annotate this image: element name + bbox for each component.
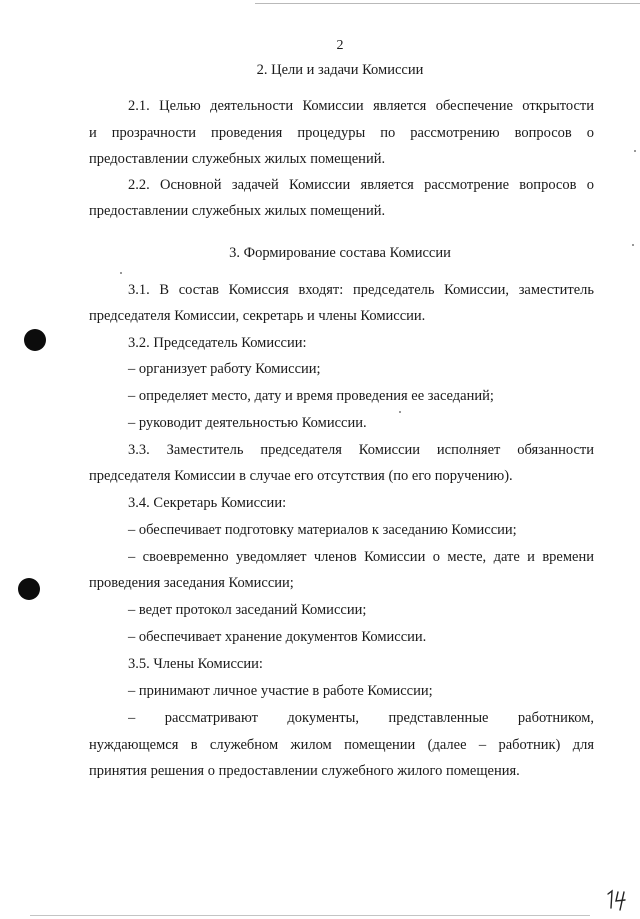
list-item: – руководит деятельностью Комиссии. [128, 415, 367, 431]
list-item: – рассматривают документы, представленные работником, [128, 710, 594, 726]
scan-speck [634, 150, 636, 152]
scan-speck [399, 411, 401, 413]
paragraph-2-1-line-2: и прозрачности проведения процедуры по рассмотрению вопросов о [89, 125, 594, 141]
binder-hole-bottom [18, 578, 40, 600]
section-2-heading: 2. Цели и задачи Комиссии [256, 62, 424, 78]
page-number: 2 [336, 38, 344, 53]
list-item: – обеспечивает подготовку материалов к заседанию Комиссии; [128, 522, 517, 538]
list-item-continuation: нуждающемся в служебном жилом помещении (далее – работник) для [89, 737, 594, 753]
paragraph-2-1-line-3: предоставлении служебных жилых помещений. [89, 151, 386, 167]
paragraph-3-3-line-1: 3.3. Заместитель председателя Комиссии исполняет обязанности [128, 442, 594, 458]
paragraph-3-2: 3.2. Председатель Комиссии: [128, 335, 307, 351]
list-item: – обеспечивает хранение документов Комиссии. [128, 629, 427, 645]
list-item-continuation: проведения заседания Комиссии; [89, 575, 294, 591]
paragraph-2-1-line-1: 2.1. Целью деятельности Комиссии является обеспечение открытости [128, 98, 594, 114]
list-item: – определяет место, дату и время проведения ее заседаний; [128, 388, 494, 404]
paragraph-2-2-line-2: предоставлении служебных жилых помещений. [89, 203, 386, 219]
scan-edge-top [255, 3, 640, 4]
binder-hole-top [24, 329, 46, 351]
scan-edge-bottom [30, 915, 590, 916]
paragraph-3-1-line-2: председателя Комиссии, секретарь и члены Комиссии. [89, 308, 426, 324]
section-3-heading: 3. Формирование состава Комиссии [229, 245, 451, 261]
list-item: – организует работу Комиссии; [128, 361, 321, 377]
list-item: – принимают личное участие в работе Комиссии; [128, 683, 433, 699]
paragraph-3-4: 3.4. Секретарь Комиссии: [128, 495, 287, 511]
paragraph-3-5: 3.5. Члены Комиссии: [128, 656, 263, 672]
paragraph-2-2-line-1: 2.2. Основной задачей Комиссии является рассмотрение вопросов о [128, 177, 594, 193]
scan-speck [120, 272, 122, 274]
paragraph-3-3-line-2: председателя Комиссии в случае его отсутствия (по его поручению). [89, 468, 513, 484]
list-item-continuation: принятия решения о предоставлении служебного жилого помещения. [89, 763, 520, 779]
list-item: – ведет протокол заседаний Комиссии; [128, 602, 367, 618]
paragraph-3-1-line-1: 3.1. В состав Комиссия входят: председатель Комиссии, заместитель [128, 282, 594, 298]
list-item: – своевременно уведомляет членов Комиссии о месте, дате и времени [128, 549, 594, 565]
handwritten-sheet-number [604, 888, 634, 912]
